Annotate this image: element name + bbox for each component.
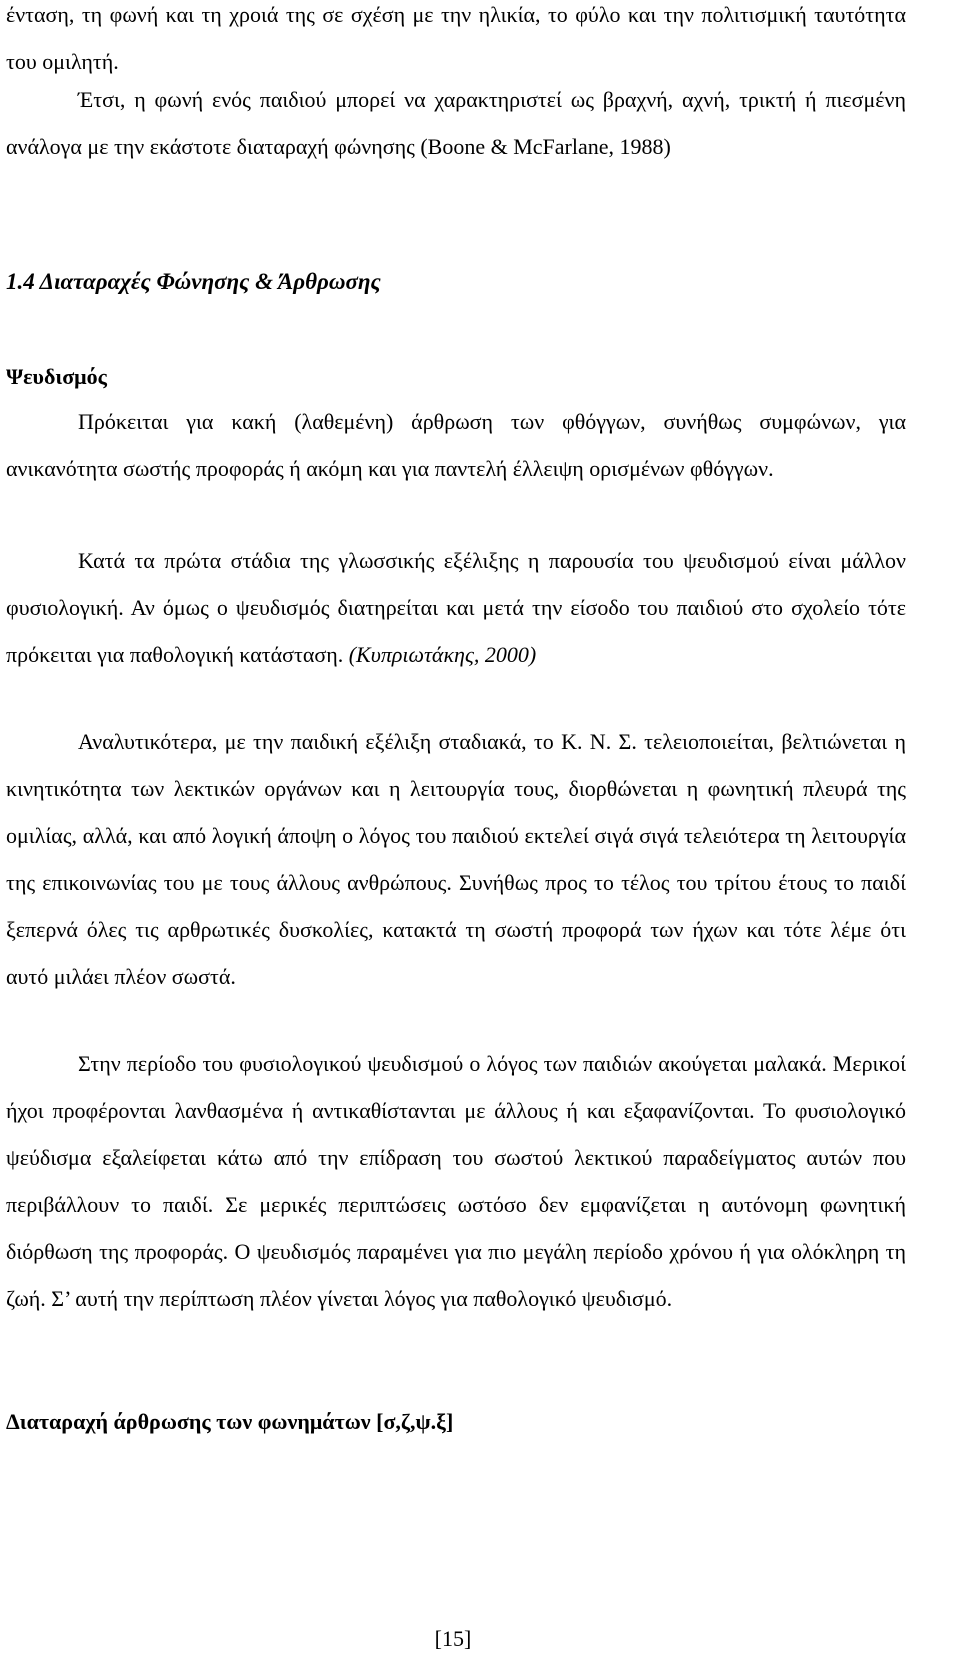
paragraph-voice-intro: ένταση, τη φωνή και τη χροιά της σε σχέση με την ηλικία, το φύλο και την πολιτισμική ταυτότητα του ομιλητή. xyxy=(6,2,906,74)
subheading-articulation-disorder: Διαταραχή άρθρωσης των φωνημάτων [σ,ζ,ψ.ξ] xyxy=(6,1409,454,1434)
citation: (Κυπριωτάκης, 2000) xyxy=(348,642,537,667)
paragraph-development-text: Κατά τα πρώτα στάδια της γλωσσικής εξέλιξης η παρουσία του ψευδισμού είναι μάλλον φυσιολογική. Αν όμως ο ψευδισμός διατηρείται και μετά την είσοδο του παιδιού στο σχολείο τότε πρόκειται για παθολογική κατάσταση. xyxy=(6,548,906,667)
paragraph-development xyxy=(6,537,906,678)
paragraph-definition: Πρόκειται για κακή (λαθεμένη) άρθρωση των φθόγγων, συνήθως συμφώνων, για ανικανότητα σωστής προφοράς ή ακόμη και για παντελή έλλειψη ορισμένων φθόγγων. xyxy=(6,409,906,481)
section-heading: 1.4 Διαταραχές Φώνησης & Άρθρωσης xyxy=(6,269,381,294)
paragraph-analysis: Αναλυτικότερα, με την παιδική εξέλιξη σταδιακά, το Κ. Ν. Σ. τελειοποιείται, βελτιώνεται η κινητικότητα των λεκτικών οργάνων και η λειτουργία τους, διορθώνεται η φωνητική πλευρά της ομιλίας, αλλά, και από λογική άποψη ο λόγος του παιδιού εκτελεί σιγά σιγά τελειότερα τη λειτουργία της επικοινωνίας του με τους άλλους ανθρώπους. Συνήθως προς το τέλος του τρίτου έτους το παιδί ξεπερνά όλες τις αρθρωτικές δυσκολίες, κατακτά τη σωστή προφορά των ήχων και τότε λέμε ότι αυτό μιλάει πλέον σωστά. xyxy=(6,729,906,989)
subheading-psevdismos: Ψευδισμός xyxy=(6,364,107,389)
paragraph-normal-lisp: Στην περίοδο του φυσιολογικού ψευδισμού ο λόγος των παιδιών ακούγεται μαλακά. Μερικοί ήχοι προφέρονται λανθασμένα ή αντικαθίστανται με άλλους ή και εξαφανίζονται. Το φυσιολογικό ψεύδισμα εξαλείφεται κάτω από την επίδραση του σωστού λεκτικού παραδείγματος αυτών που περιβάλλουν το παιδί. Σε μερικές περιπτώσεις ωστόσο δεν εμφανίζεται η αυτόνομη φωνητική διόρθωση της προφοράς. Ο ψευδισμός παραμένει για πιο μεγάλη περίοδο χρόνου ή για ολόκληρη τη ζωή. Σ’ αυτή την περίπτωση πλέον γίνεται λόγος για παθολογικό ψευδισμό. xyxy=(6,1051,906,1311)
page-number: [15] xyxy=(434,1626,472,1651)
paragraph-voice-types: Έτσι, η φωνή ενός παιδιού μπορεί να χαρακτηριστεί ως βραχνή, αχνή, τρικτή ή πιεσμένη ανάλογα με την εκάστοτε διαταραχή φώνησης (Boone & McFarlane, 1988) xyxy=(6,87,906,159)
